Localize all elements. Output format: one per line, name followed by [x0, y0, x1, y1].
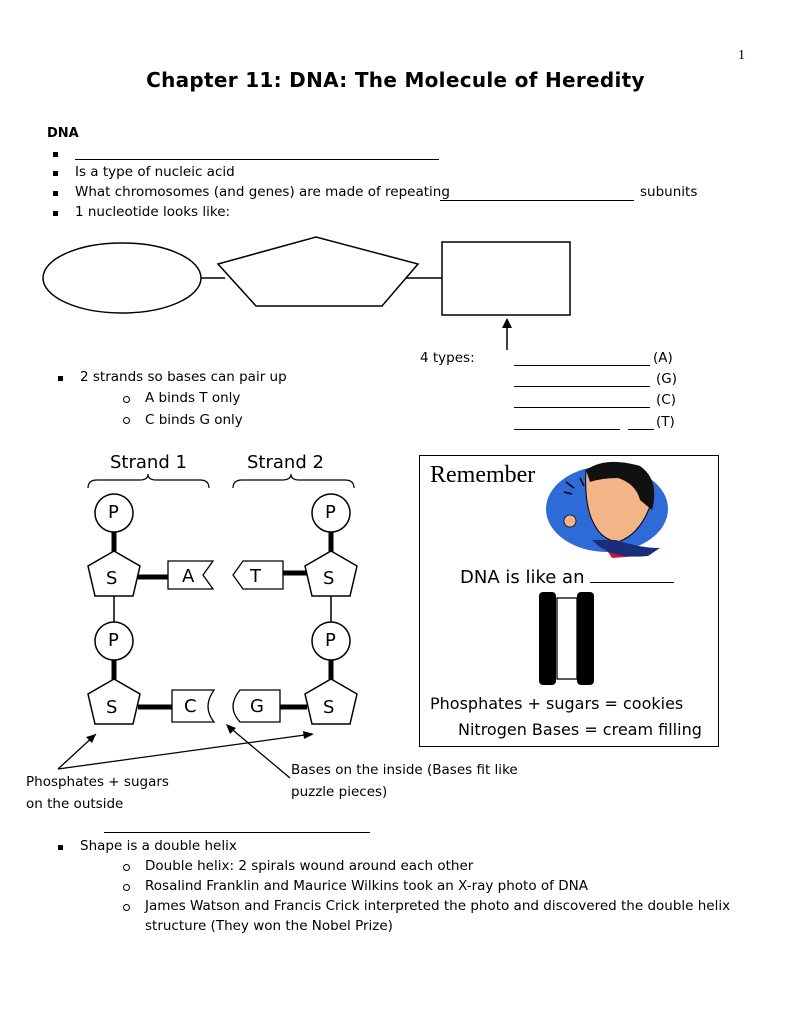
base-g-label: G: [250, 696, 264, 717]
arrow-head: [303, 731, 314, 739]
c-binds-g-text: C binds G only: [145, 412, 243, 428]
sugar-label: S: [323, 697, 335, 718]
double-helix-text: Double helix: 2 spirals wound around each other: [145, 858, 474, 874]
strand1-brace: [88, 474, 209, 488]
nucleotide-text: 1 nucleotide looks like:: [75, 204, 231, 220]
franklin-text: Rosalind Franklin and Maurice Wilkins took an X-ray photo of DNA: [145, 878, 588, 894]
base-c-label: C: [184, 696, 197, 717]
answer-blank[interactable]: [514, 386, 650, 387]
phosphate-label: P: [108, 630, 119, 651]
analogy-label: DNA is like an: [460, 567, 585, 588]
type-code-c: (C): [656, 392, 676, 408]
phosphate-oval: [43, 243, 201, 313]
outside-label-2: on the outside: [26, 796, 124, 812]
sub-bullet: [123, 864, 130, 871]
remember-heading: Remember: [430, 462, 536, 488]
a-binds-t-text: A binds T only: [145, 390, 241, 406]
shape-text: Shape is a double helix: [80, 838, 237, 854]
cookies-text: Phosphates + sugars = cookies: [430, 694, 684, 713]
watson-crick-text: James Watson and Francis Crick interpreted the photo and discovered the double helix: [145, 898, 731, 914]
answer-blank[interactable]: [628, 429, 654, 430]
subunits-text: subunits: [640, 184, 698, 200]
phosphate-label: P: [108, 502, 119, 523]
strand2-label: Strand 2: [247, 452, 324, 473]
sugar-label: S: [106, 697, 118, 718]
analogy-blank[interactable]: [590, 570, 674, 583]
inside-label-1: Bases on the inside (Bases fit like: [291, 762, 518, 778]
repeating-text: What chromosomes (and genes) are made of repeating: [75, 184, 450, 200]
phosphate-label: P: [325, 630, 336, 651]
answer-blank[interactable]: [104, 832, 370, 833]
up-arrow-head: [502, 318, 512, 328]
type-code-g: (G): [656, 371, 677, 387]
answer-blank[interactable]: [514, 407, 650, 408]
sugar-label: S: [323, 568, 335, 589]
pairing-text: 2 strands so bases can pair up: [80, 369, 287, 385]
cream-text: Nitrogen Bases = cream filling: [458, 720, 702, 739]
inside-label-2: puzzle pieces): [291, 784, 388, 800]
sub-bullet: [123, 904, 130, 911]
dna-heading: DNA: [47, 126, 79, 141]
type-code-t: (T): [656, 414, 675, 430]
base-box[interactable]: [442, 242, 570, 315]
answer-blank[interactable]: [514, 429, 620, 430]
page-number: 1: [738, 48, 745, 63]
sugar-label: S: [106, 568, 118, 589]
strand1-label: Strand 1: [110, 452, 187, 473]
page-title: Chapter 11: DNA: The Molecule of Heredity: [146, 68, 645, 92]
answer-blank[interactable]: [514, 365, 650, 366]
nucleic-acid-text: Is a type of nucleic acid: [75, 164, 235, 180]
phosphate-label: P: [325, 502, 336, 523]
bullet: [58, 845, 63, 850]
nobel-text: structure (They won the Nobel Prize): [145, 918, 393, 934]
type-code-a: (A): [653, 350, 673, 366]
sub-bullet: [123, 884, 130, 891]
analogy-text: [460, 567, 674, 588]
four-types-label: 4 types:: [420, 350, 475, 366]
arrow-line: [228, 726, 290, 778]
outside-label-1: Phosphates + sugars: [26, 774, 169, 790]
sub-bullet: [123, 417, 130, 424]
base-a-label: A: [182, 566, 195, 587]
arrow-head: [226, 724, 236, 734]
sub-bullet: [123, 396, 130, 403]
sugar-pentagon: [218, 237, 418, 306]
base-t-label: T: [250, 566, 261, 587]
strand2-brace: [233, 474, 354, 488]
bullet: [58, 376, 63, 381]
